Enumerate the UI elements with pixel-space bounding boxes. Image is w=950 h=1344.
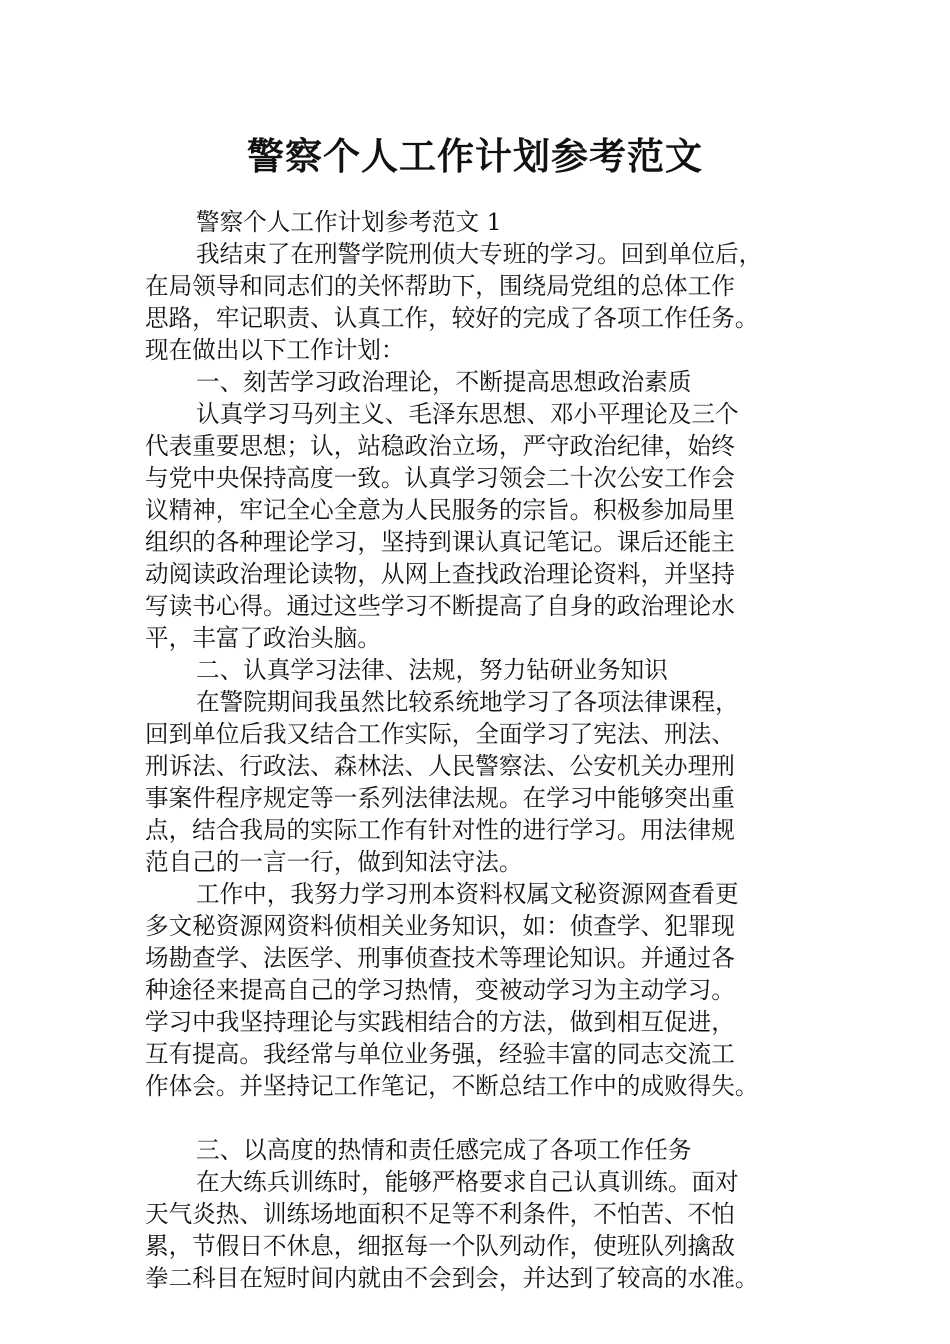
text-line: 刑诉法、行政法、森林法、人民警察法、公安机关办理刑 xyxy=(145,752,735,780)
text-line: 与党中央保持高度一致。认真学习领会二十次公安工作会 xyxy=(145,464,735,492)
text-line: 拳二科目在短时间内就由不会到会，并达到了较高的水准。 xyxy=(145,1264,759,1292)
text-line: 事案件程序规定等一系列法律法规。在学习中能够突出重 xyxy=(145,784,735,812)
text-line: 代表重要思想；认，站稳政治立场，严守政治纪律，始终 xyxy=(145,432,735,460)
text-line: 认真学习马列主义、毛泽东思想、邓小平理论及三个 xyxy=(196,400,739,428)
text-line: 我结束了在刑警学院刑侦大专班的学习。回到单位后， xyxy=(196,240,763,268)
text-line: 互有提高。我经常与单位业务强，经验丰富的同志交流工 xyxy=(145,1040,735,1068)
text-line: 二、认真学习法律、法规，努力钻研业务知识 xyxy=(196,656,668,684)
text-line: 写读书心得。通过这些学习不断提高了自身的政治理论水 xyxy=(145,592,735,620)
document-title: 警察个人工作计划参考范文 xyxy=(247,134,703,178)
text-line: 学习中我坚持理论与实践相结合的方法，做到相互促进， xyxy=(145,1008,735,1036)
text-line: 在大练兵训练时，能够严格要求自己认真训练。面对 xyxy=(196,1168,739,1196)
text-line: 警察个人工作计划参考范文 1 xyxy=(196,208,502,236)
text-line: 种途径来提高自己的学习热情，变被动学习为主动学习。 xyxy=(145,976,735,1004)
text-line: 平，丰富了政治头脑。 xyxy=(145,624,381,652)
blank-line xyxy=(145,1102,805,1134)
text-line: 天气炎热、训练场地面积不足等不利条件，不怕苦、不怕 xyxy=(145,1200,735,1228)
text-line: 现在做出以下工作计划： xyxy=(145,336,405,364)
text-line: 累，节假日不休息，细抠每一个队列动作，使班队列擒敌 xyxy=(145,1232,735,1260)
text-line: 工作中，我努力学习刑本资料权属文秘资源网查看更 xyxy=(196,880,739,908)
text-line: 场勘查学、法医学、刑事侦查技术等理论知识。并通过各 xyxy=(145,944,735,972)
text-line: 回到单位后我又结合工作实际，全面学习了宪法、刑法、 xyxy=(145,720,735,748)
text-line: 动阅读政治理论读物，从网上查找政治理论资料，并坚持 xyxy=(145,560,735,588)
text-line: 点，结合我局的实际工作有针对性的进行学习。用法律规 xyxy=(145,816,735,844)
text-line: 议精神，牢记全心全意为人民服务的宗旨。积极参加局里 xyxy=(145,496,735,524)
text-line: 多文秘资源网资料侦相关业务知识，如：侦查学、犯罪现 xyxy=(145,912,735,940)
text-line: 一、刻苦学习政治理论，不断提高思想政治素质 xyxy=(196,368,692,396)
text-line: 在局领导和同志们的关怀帮助下，围绕局党组的总体工作 xyxy=(145,272,735,300)
text-line: 思路，牢记职责、认真工作，较好的完成了各项工作任务。 xyxy=(145,304,759,332)
document-body xyxy=(145,206,805,1294)
text-line: 三、以高度的热情和责任感完成了各项工作任务 xyxy=(196,1136,692,1164)
text-line: 作体会。并坚持记工作笔记，不断总结工作中的成败得失。 xyxy=(145,1072,759,1100)
text-line: 组织的各种理论学习，坚持到课认真记笔记。课后还能主 xyxy=(145,528,735,556)
text-line: 在警院期间我虽然比较系统地学习了各项法律课程， xyxy=(196,688,739,716)
text-line: 范自己的一言一行，做到知法守法。 xyxy=(145,848,523,876)
